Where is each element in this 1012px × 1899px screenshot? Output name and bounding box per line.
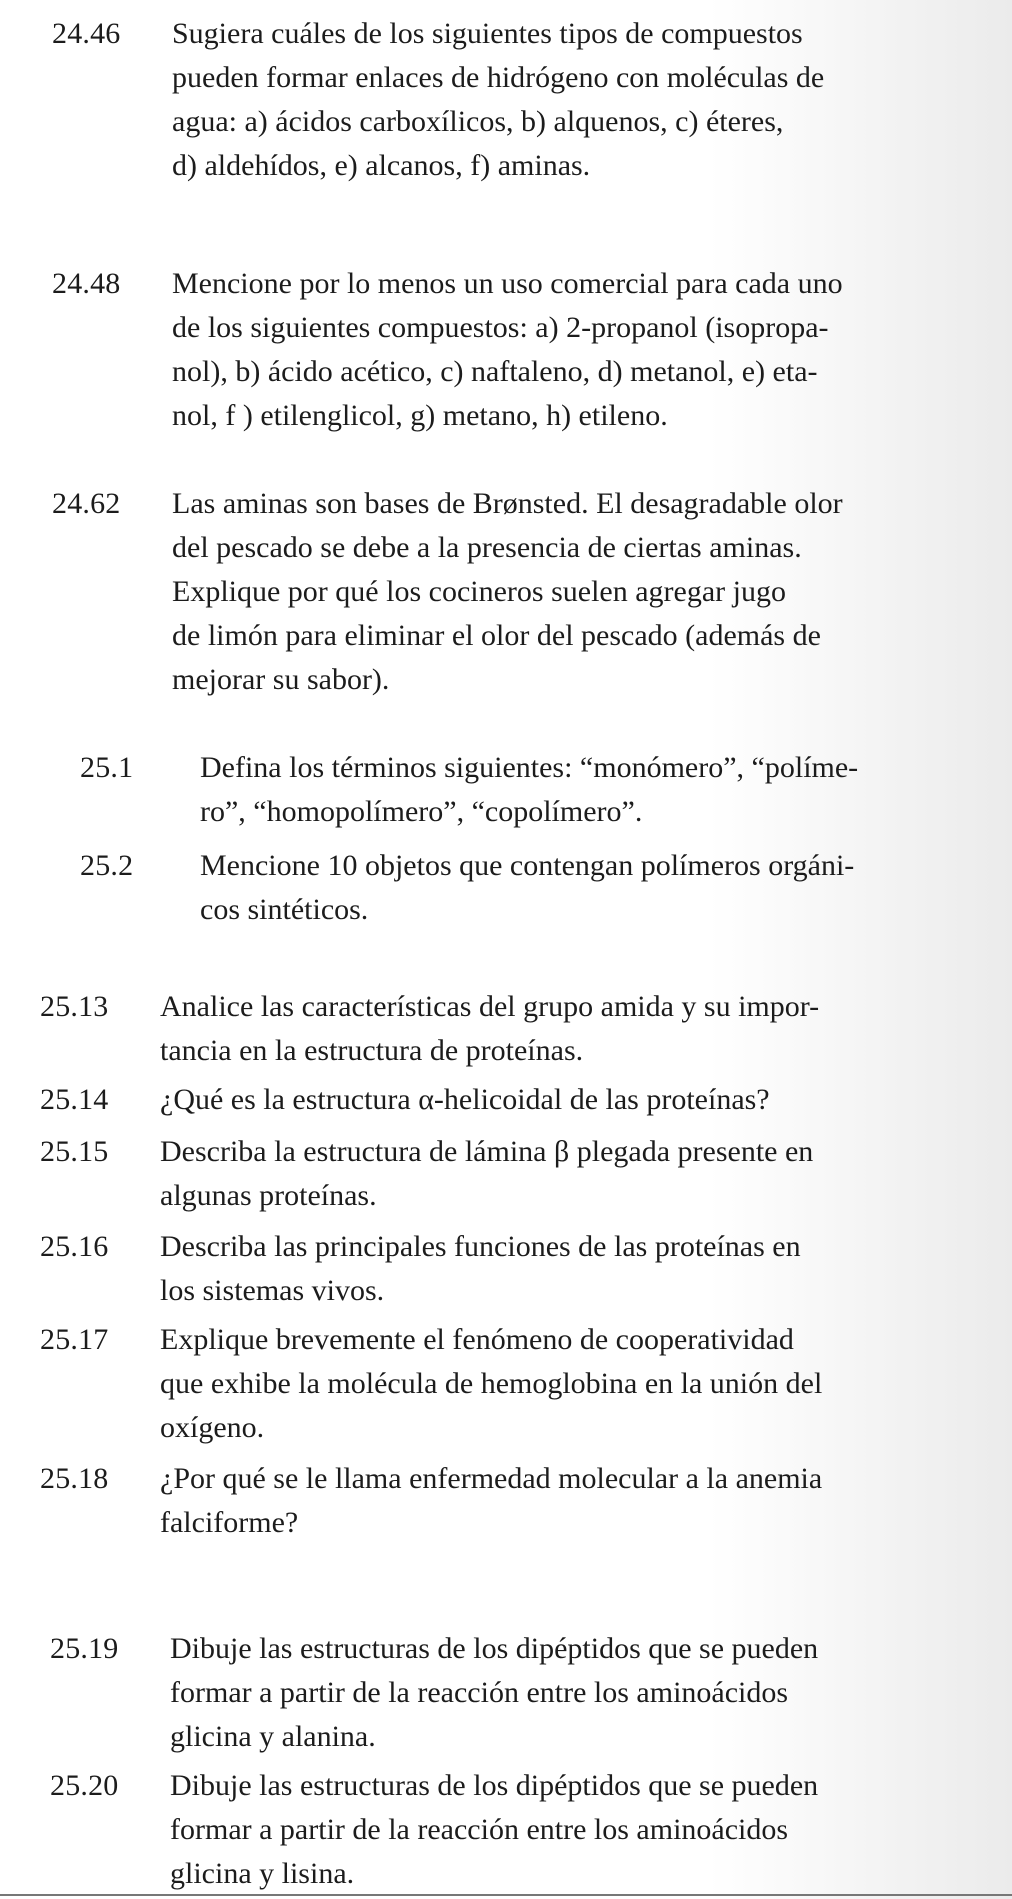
problem-line: Describa la estructura de lámina β plegada presente en	[160, 1135, 814, 1168]
problem-line: cos sintéticos.	[200, 893, 369, 926]
problem-line: Mencione 10 objetos que contengan polímeros orgáni-	[200, 849, 855, 882]
problem-line: que exhibe la molécula de hemoglobina en la unión del	[160, 1367, 823, 1400]
problem-text	[160, 1318, 960, 1450]
problem-line: de los siguientes compuestos: a) 2-propanol (isopropa-	[172, 311, 829, 344]
problem-number: 25.13	[40, 990, 109, 1023]
problem-number: 25.2	[80, 849, 134, 882]
problem-line: algunas proteínas.	[160, 1179, 377, 1212]
problem-line: del pescado se debe a la presencia de ciertas aminas.	[172, 531, 802, 564]
problem-line: pueden formar enlaces de hidrógeno con moléculas de	[172, 61, 825, 94]
problem-line: los sistemas vivos.	[160, 1274, 385, 1307]
problem-number: 25.16	[40, 1230, 109, 1263]
problem-line: ¿Por qué se le llama enfermedad molecular a la anemia	[160, 1462, 823, 1495]
problem-line: nol, f ) etilenglicol, g) metano, h) etileno.	[172, 399, 668, 432]
problem-line: oxígeno.	[160, 1411, 265, 1444]
problem-text	[172, 262, 970, 438]
problem-text	[160, 985, 960, 1073]
problem-number: 24.48	[52, 267, 121, 300]
problem-line: Analice las características del grupo amida y su impor-	[160, 990, 820, 1023]
problem-text	[160, 1130, 960, 1218]
problem-line: Sugiera cuáles de los siguientes tipos de compuestos	[172, 17, 803, 50]
problem-number: 25.20	[50, 1769, 119, 1802]
problem-text	[160, 1078, 960, 1122]
problem-line: Dibuje las estructuras de los dipéptidos que se pueden	[170, 1769, 819, 1802]
problem-line: agua: a) ácidos carboxílicos, b) alquenos, c) éteres,	[172, 105, 784, 138]
problem-text	[172, 12, 970, 188]
problem-number: 24.46	[52, 17, 121, 50]
problem-line: ¿Qué es la estructura α-helicoidal de las proteínas?	[160, 1083, 770, 1116]
problem-text	[170, 1627, 970, 1759]
problem-number: 25.18	[40, 1462, 109, 1495]
problem-text	[200, 844, 1000, 932]
problem-number: 25.14	[40, 1083, 109, 1116]
problem-number: 25.17	[40, 1323, 109, 1356]
problem-line: ro”, “homopolímero”, “copolímero”.	[200, 795, 643, 828]
problem-line: nol), b) ácido acético, c) naftaleno, d) metanol, e) eta-	[172, 355, 818, 388]
problem-line: Las aminas son bases de Brønsted. El desagradable olor	[172, 487, 843, 520]
problem-text	[200, 746, 1000, 834]
problem-line: glicina y alanina.	[170, 1720, 376, 1753]
problem-line: glicina y lisina.	[170, 1857, 355, 1890]
page-bottom-rule	[0, 1894, 1012, 1896]
problem-line: formar a partir de la reacción entre los aminoácidos	[170, 1813, 789, 1846]
problem-line: falciforme?	[160, 1506, 299, 1539]
problem-line: Describa las principales funciones de las proteínas en	[160, 1230, 801, 1263]
problem-line: d) aldehídos, e) alcanos, f) aminas.	[172, 149, 591, 182]
problem-text	[172, 482, 970, 702]
problem-line: tancia en la estructura de proteínas.	[160, 1034, 584, 1067]
problem-line: Explique por qué los cocineros suelen agregar jugo	[172, 575, 786, 608]
problem-text	[160, 1225, 960, 1313]
problem-line: Defina los términos siguientes: “monómero”, “políme-	[200, 751, 859, 784]
problem-line: Explique brevemente el fenómeno de cooperatividad	[160, 1323, 794, 1356]
problem-line: Dibuje las estructuras de los dipéptidos que se pueden	[170, 1632, 819, 1665]
problem-text	[170, 1764, 970, 1896]
problem-line: mejorar su sabor).	[172, 663, 390, 696]
problem-line: formar a partir de la reacción entre los aminoácidos	[170, 1676, 789, 1709]
problem-number: 25.19	[50, 1632, 119, 1665]
problem-line: de limón para eliminar el olor del pescado (además de	[172, 619, 821, 652]
problem-number: 25.1	[80, 751, 134, 784]
problem-line: Mencione por lo menos un uso comercial para cada uno	[172, 267, 843, 300]
problem-text	[160, 1457, 960, 1545]
problem-number: 25.15	[40, 1135, 109, 1168]
problem-number: 24.62	[52, 487, 121, 520]
